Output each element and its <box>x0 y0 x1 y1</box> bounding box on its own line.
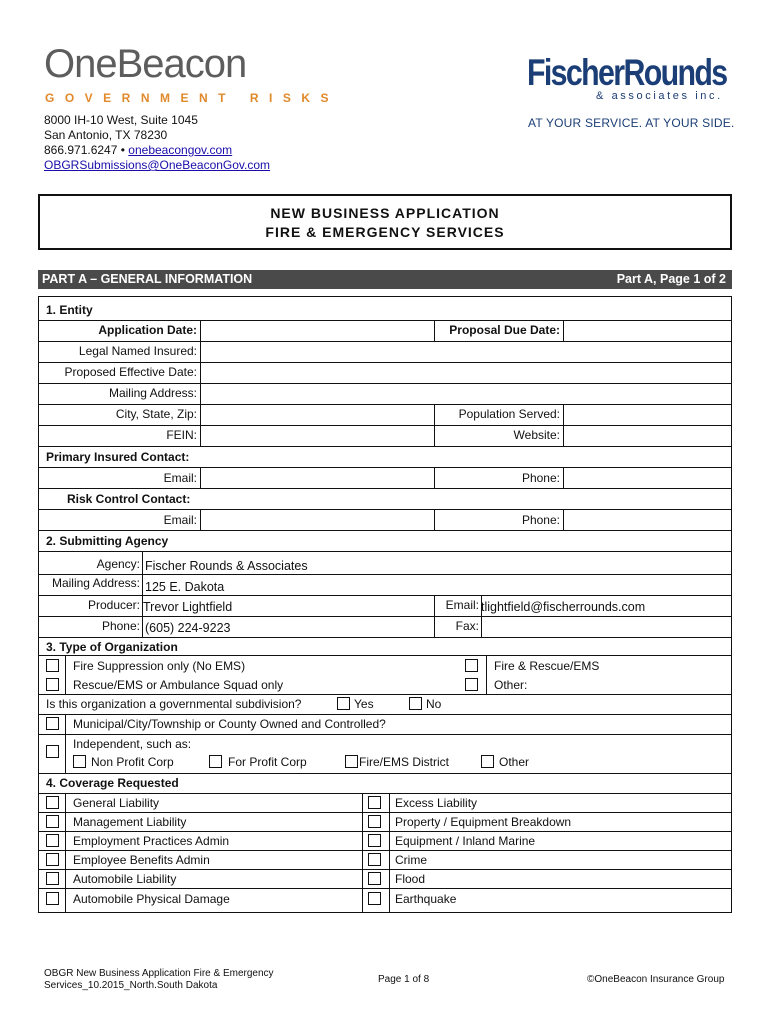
fire-ems-district-checkbox[interactable] <box>345 755 358 768</box>
row-divider <box>38 888 732 889</box>
row-divider <box>38 655 732 656</box>
column-divider <box>142 551 143 595</box>
fire-rescue-ems-label: Fire & Rescue/EMS <box>494 659 600 673</box>
agency-mailing-address-label: Mailing Address: <box>51 576 140 590</box>
rescue-ems-label: Rescue/EMS or Ambulance Squad only <box>73 678 284 692</box>
column-divider <box>563 509 564 530</box>
gov-no-label: No <box>426 697 442 711</box>
agency-fax-label: Fax: <box>455 619 479 633</box>
independent-checkbox[interactable] <box>46 745 59 758</box>
onebeacon-logo: OneBeacon <box>44 42 247 86</box>
email-link[interactable]: OBGRSubmissions@OneBeaconGov.com <box>44 158 271 172</box>
coverage-right-label: Excess Liability <box>395 796 478 810</box>
coverage-left-checkbox[interactable] <box>46 834 59 847</box>
row-divider <box>38 488 732 489</box>
section-organization-heading: 3. Type of Organization <box>46 640 178 654</box>
column-divider <box>389 793 390 913</box>
fischer-rounds-logo-subtitle: & associates inc. <box>596 90 723 102</box>
fire-rescue-ems-checkbox[interactable] <box>465 659 478 672</box>
coverage-right-label: Flood <box>395 872 426 886</box>
coverage-left-label: Automobile Physical Damage <box>73 892 230 906</box>
row-divider <box>38 467 732 468</box>
row-divider <box>38 341 732 342</box>
part-title: PART A – GENERAL INFORMATION <box>42 272 253 286</box>
row-divider <box>38 530 732 531</box>
row-divider <box>38 714 732 715</box>
independent-label: Independent, such as: <box>73 737 192 751</box>
row-divider <box>38 694 732 695</box>
agency-field[interactable]: Fischer Rounds & Associates <box>145 559 308 573</box>
gov-yes-checkbox[interactable] <box>337 697 350 710</box>
coverage-left-label: General Liability <box>73 796 160 810</box>
municipal-checkbox[interactable] <box>46 717 59 730</box>
column-divider <box>65 655 66 694</box>
footer-form-id-line-2: Services_10.2015_North.South Dakota <box>44 980 218 991</box>
footer-form-id <box>44 968 274 992</box>
onebeacon-logo-subtitle: GOVERNMENT RISKS <box>45 91 340 105</box>
non-profit-checkbox[interactable] <box>73 755 86 768</box>
email-line <box>44 158 270 173</box>
coverage-right-label: Property / Equipment Breakdown <box>395 815 572 829</box>
row-divider <box>38 773 732 774</box>
coverage-left-label: Employment Practices Admin <box>73 834 230 848</box>
legal-named-insured-label: Legal Named Insured: <box>78 344 197 358</box>
for-profit-label: For Profit Corp <box>228 755 307 769</box>
agency-email-field[interactable]: tlightfield@fischerrounds.com <box>481 600 646 614</box>
risk-control-contact-label: Risk Control Contact: <box>67 492 191 506</box>
for-profit-checkbox[interactable] <box>209 755 222 768</box>
coverage-left-checkbox[interactable] <box>46 796 59 809</box>
row-divider <box>38 734 732 735</box>
row-divider <box>38 362 732 363</box>
primary-email-label: Email: <box>163 471 197 485</box>
column-divider <box>200 320 201 446</box>
proposed-effective-date-label: Proposed Effective Date: <box>64 365 197 379</box>
footer-copyright: ©OneBeacon Insurance Group <box>587 974 725 985</box>
part-header-bar <box>38 270 732 289</box>
primary-phone-label: Phone: <box>521 471 560 485</box>
row-divider <box>38 320 732 321</box>
other-org-label: Other: <box>494 678 528 692</box>
primary-insured-contact-label: Primary Insured Contact: <box>46 450 190 464</box>
risk-email-label: Email: <box>163 513 197 527</box>
municipal-label: Municipal/City/Township or County Owned and Controlled? <box>73 717 386 731</box>
fischer-logo-part-b: Rounds <box>623 52 727 93</box>
row-divider <box>38 812 732 813</box>
contact-line <box>44 143 232 158</box>
producer-label: Producer: <box>87 598 140 612</box>
column-divider <box>200 467 201 488</box>
website-label: Website: <box>513 428 560 442</box>
form-title-line-1: NEW BUSINESS APPLICATION <box>270 205 500 221</box>
city-state-zip-label: City, State, Zip: <box>115 407 197 421</box>
address-line-1: 8000 IH-10 West, Suite 1045 <box>44 113 198 127</box>
footer-form-id-line-1: OBGR New Business Application Fire & Emergency <box>44 968 274 979</box>
coverage-left-label: Employee Benefits Admin <box>73 853 210 867</box>
form-title-box <box>38 194 732 250</box>
coverage-left-checkbox[interactable] <box>46 815 59 828</box>
coverage-left-label: Automobile Liability <box>73 872 177 886</box>
section-coverage-heading: 4. Coverage Requested <box>46 776 179 790</box>
column-divider <box>362 793 363 913</box>
agency-phone-label: Phone: <box>101 619 140 633</box>
coverage-right-label: Equipment / Inland Marine <box>395 834 536 848</box>
coverage-right-label: Earthquake <box>395 892 457 906</box>
column-divider <box>486 655 487 694</box>
column-divider <box>563 320 564 341</box>
non-profit-label: Non Profit Corp <box>91 755 174 769</box>
fischer-rounds-tagline: AT YOUR SERVICE. AT YOUR SIDE. <box>528 116 735 130</box>
column-divider <box>563 467 564 488</box>
gov-yes-label: Yes <box>354 697 374 711</box>
application-date-label: Application Date: <box>98 323 197 337</box>
coverage-right-checkbox[interactable] <box>368 815 381 828</box>
agency-label: Agency: <box>96 557 140 571</box>
coverage-right-checkbox[interactable] <box>368 834 381 847</box>
other-independent-checkbox[interactable] <box>481 755 494 768</box>
mailing-address-label: Mailing Address: <box>108 386 197 400</box>
coverage-left-label: Management Liability <box>73 815 187 829</box>
fire-ems-district-label: Fire/EMS District <box>359 755 449 769</box>
governmental-subdivision-question: Is this organization a governmental subdivision? <box>46 697 302 711</box>
row-divider <box>38 383 732 384</box>
form-title-line-2: FIRE & EMERGENCY SERVICES <box>265 224 505 240</box>
section-agency-heading: 2. Submitting Agency <box>46 534 169 548</box>
coverage-right-checkbox[interactable] <box>368 892 381 905</box>
row-divider <box>38 425 732 426</box>
agency-phone-field[interactable]: (605) 224-9223 <box>145 621 231 635</box>
coverage-right-checkbox[interactable] <box>368 853 381 866</box>
row-divider <box>38 869 732 870</box>
column-divider <box>200 509 201 530</box>
fein-label: FEIN: <box>166 428 197 442</box>
fire-suppression-checkbox[interactable] <box>46 659 59 672</box>
coverage-right-label: Crime <box>395 853 427 867</box>
row-divider <box>38 850 732 851</box>
footer-page-number: Page 1 of 8 <box>378 974 430 985</box>
rescue-ems-checkbox[interactable] <box>46 678 59 691</box>
other-org-checkbox[interactable] <box>465 678 478 691</box>
row-divider <box>38 793 732 794</box>
coverage-left-checkbox[interactable] <box>46 892 59 905</box>
column-divider <box>65 793 66 913</box>
coverage-left-checkbox[interactable] <box>46 872 59 885</box>
risk-phone-label: Phone: <box>521 513 560 527</box>
column-divider <box>65 714 66 773</box>
address-line-2: San Antonio, TX 78230 <box>44 128 168 142</box>
proposal-due-date-label: Proposal Due Date: <box>449 323 560 337</box>
producer-field[interactable]: Trevor Lightfield <box>143 600 233 614</box>
coverage-right-checkbox[interactable] <box>368 872 381 885</box>
fischer-rounds-logo <box>527 52 727 94</box>
website-link[interactable]: onebeacongov.com <box>128 143 233 157</box>
row-divider <box>38 509 732 510</box>
row-divider <box>38 446 732 447</box>
gov-no-checkbox[interactable] <box>409 697 422 710</box>
row-divider <box>38 831 732 832</box>
phone-number: 866.971.6247 • <box>44 143 125 157</box>
row-divider <box>38 637 732 638</box>
fischer-logo-part-a: Fischer <box>527 52 624 93</box>
population-served-label: Population Served: <box>458 407 560 421</box>
agency-email-label: Email: <box>445 598 479 612</box>
agency-mailing-address-field[interactable]: 125 E. Dakota <box>145 580 225 594</box>
coverage-left-checkbox[interactable] <box>46 853 59 866</box>
section-entity-heading: 1. Entity <box>46 303 93 317</box>
column-divider <box>563 404 564 446</box>
coverage-right-checkbox[interactable] <box>368 796 381 809</box>
other-independent-label: Other <box>499 755 530 769</box>
row-divider <box>38 404 732 405</box>
part-page-indicator: Part A, Page 1 of 2 <box>616 272 726 286</box>
fire-suppression-label: Fire Suppression only (No EMS) <box>73 659 246 673</box>
